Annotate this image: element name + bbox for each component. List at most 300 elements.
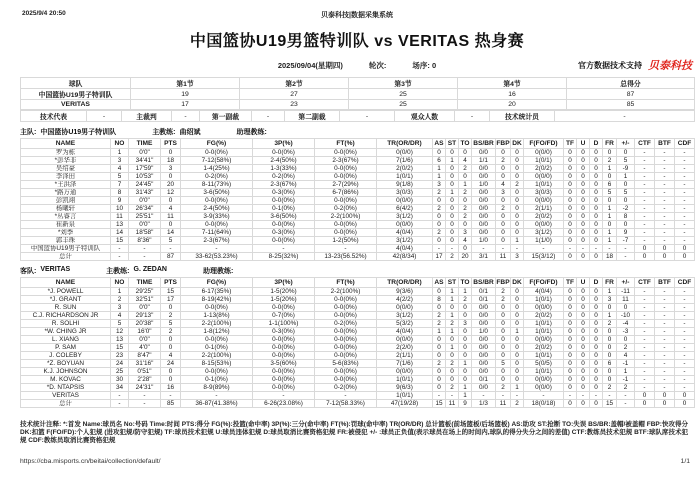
stat-cell: 0: [564, 384, 577, 392]
stat-cell: -: [675, 352, 695, 360]
stat-cell: 25'51": [129, 213, 161, 221]
stat-cell: 1/0: [472, 328, 496, 336]
stat-cell: -: [590, 392, 603, 400]
stat-cell: -: [655, 197, 675, 205]
stat-cell: 0: [496, 173, 511, 181]
stat-cell: -: [617, 400, 635, 408]
stat-cell: -: [635, 189, 655, 197]
stat-cell: 14: [111, 229, 129, 237]
table-row: [21, 400, 695, 408]
stat-cell: 0: [511, 157, 524, 165]
stat-cell: -: [675, 197, 695, 205]
stat-cell: 0: [577, 181, 590, 189]
stat-cell: 8'36": [129, 237, 161, 245]
stat-cell: -: [635, 165, 655, 173]
stat-cell: -: [655, 149, 675, 157]
stat-cell: 1-2(50%): [315, 237, 377, 245]
stat-cell: 0: [590, 173, 603, 181]
stat-header-cell: CTF: [635, 139, 655, 149]
stat-cell: *王洪泽: [21, 181, 111, 189]
stat-cell: 0-3(0%): [253, 229, 315, 237]
stat-cell: -: [675, 173, 695, 181]
stat-cell: 0-0(0%): [315, 344, 377, 352]
stat-cell: 2: [603, 320, 617, 328]
stat-cell: -: [675, 328, 695, 336]
stat-cell: -: [617, 392, 635, 400]
stat-cell: 0: [577, 384, 590, 392]
stat-cell: 0'0": [129, 221, 161, 229]
table-row: [21, 253, 695, 261]
stat-cell: 33-62(53.23%): [181, 253, 253, 261]
stat-cell: -: [315, 245, 377, 253]
stat-cell: -: [524, 245, 564, 253]
stat-cell: 2: [511, 181, 524, 189]
stat-cell: 0: [433, 304, 446, 312]
stat-cell: 3: [433, 181, 446, 189]
stat-cell: 0: [577, 157, 590, 165]
away-stats-header-row: [21, 278, 695, 288]
table-row: [21, 229, 695, 237]
top-meta-bar: [20, 8, 694, 20]
stat-cell: 0: [446, 181, 459, 189]
stat-cell: 1: [446, 288, 459, 296]
stat-cell: 2: [433, 312, 446, 320]
stat-cell: 27: [240, 89, 349, 100]
stat-cell: 0: [590, 368, 603, 376]
stat-cell: 0-0(0%): [315, 165, 377, 173]
official-cell: 第二副裁: [285, 111, 340, 122]
stat-header-cell: 3P(%): [253, 278, 315, 288]
stat-cell: -: [511, 245, 524, 253]
stat-cell: 0: [564, 288, 577, 296]
stat-header-cell: CTF: [635, 278, 655, 288]
stat-cell: *路万通: [21, 189, 111, 197]
official-cell: 技术代表: [21, 111, 87, 122]
table-row: [21, 100, 695, 110]
stat-cell: -: [635, 181, 655, 189]
stat-cell: 0: [446, 205, 459, 213]
stat-cell: 0: [655, 400, 675, 408]
stat-cell: 0: [496, 376, 511, 384]
stat-cell: -: [161, 245, 181, 253]
stat-cell: 0: [511, 221, 524, 229]
stat-cell: 3-9(33%): [181, 213, 253, 221]
stat-cell: -: [675, 149, 695, 157]
stat-cell: -: [655, 221, 675, 229]
stat-cell: 2-7(29%): [315, 181, 377, 189]
stat-cell: 0: [564, 360, 577, 368]
stat-cell: -: [111, 392, 129, 400]
stat-header-cell: FT(%): [315, 278, 377, 288]
stat-cell: -: [635, 304, 655, 312]
stat-cell: P. SAM: [21, 344, 111, 352]
stat-cell: -: [253, 245, 315, 253]
stat-cell: 1-13(8%): [181, 312, 253, 320]
stat-cell: -: [111, 253, 129, 261]
stat-cell: 0: [590, 312, 603, 320]
stat-cell: 0: [511, 312, 524, 320]
stat-cell: 1/0: [472, 237, 496, 245]
stat-header-cell: D: [590, 278, 603, 288]
stat-cell: 0: [590, 384, 603, 392]
stat-cell: 1: [433, 165, 446, 173]
stat-cell: -: [675, 344, 695, 352]
stat-cell: 0-1(0%): [181, 344, 253, 352]
stat-header-cell: FR: [603, 139, 617, 149]
stat-cell: 11: [446, 400, 459, 408]
table-row: [21, 189, 695, 197]
stat-cell: 0/1: [472, 296, 496, 304]
stat-cell: 2: [459, 205, 472, 213]
away-coach-name: G. ZEDAN: [133, 265, 167, 273]
stat-cell: 3(1/2): [377, 312, 433, 320]
stat-cell: -: [675, 296, 695, 304]
stat-cell: 1: [603, 213, 617, 221]
stat-cell: 24'45": [129, 181, 161, 189]
stat-cell: 1: [459, 181, 472, 189]
stat-cell: 5: [161, 237, 181, 245]
stat-cell: 1: [603, 165, 617, 173]
table-row: [21, 384, 695, 392]
stat-cell: 3: [111, 157, 129, 165]
stat-cell: 0: [446, 197, 459, 205]
stat-cell: R. SOLHI: [21, 320, 111, 328]
stat-cell: 1(0/1): [524, 181, 564, 189]
stat-cell: 0: [590, 221, 603, 229]
stat-cell: 1: [459, 392, 472, 400]
stat-cell: 0-0(0%): [253, 149, 315, 157]
stat-cell: 3(0/3): [377, 189, 433, 197]
stat-cell: 0(0/0): [524, 173, 564, 181]
stat-cell: 0: [459, 328, 472, 336]
stat-cell: -: [675, 165, 695, 173]
stat-cell: 0: [655, 245, 675, 253]
stat-cell: -: [433, 245, 446, 253]
away-assistant-label: 助理教练:: [202, 267, 234, 275]
stat-cell: 5-6(83%): [315, 360, 377, 368]
stat-header-cell: D: [590, 139, 603, 149]
stat-cell: 1: [617, 173, 635, 181]
stat-cell: 0: [603, 352, 617, 360]
stat-header-cell: CDF: [675, 278, 695, 288]
support-label: 官方数据技术支持: [578, 60, 642, 70]
stat-cell: 1: [511, 328, 524, 336]
stat-cell: -: [675, 205, 695, 213]
stat-cell: 0: [603, 344, 617, 352]
stat-cell: 2: [617, 344, 635, 352]
stat-cell: 0: [577, 173, 590, 181]
stat-cell: 0: [161, 173, 181, 181]
stat-cell: 0: [675, 253, 695, 261]
stat-cell: 1: [446, 189, 459, 197]
stat-cell: -: [446, 245, 459, 253]
stat-cell: 0: [433, 197, 446, 205]
stat-cell: 0: [564, 213, 577, 221]
table-row: [21, 213, 695, 221]
home-team-line: [20, 127, 694, 136]
stat-cell: 1: [459, 288, 472, 296]
stat-cell: 13-23(56.52%): [315, 253, 377, 261]
stat-cell: 0: [459, 336, 472, 344]
stat-header-cell: +/-: [617, 139, 635, 149]
stat-cell: -: [675, 320, 695, 328]
stat-cell: 0(0/0): [377, 336, 433, 344]
stat-cell: -: [590, 245, 603, 253]
stat-cell: 0: [564, 189, 577, 197]
stat-cell: 0: [564, 344, 577, 352]
stat-cell: 6-7(86%): [315, 189, 377, 197]
stat-cell: 2: [433, 189, 446, 197]
stat-cell: 0-7(0%): [253, 312, 315, 320]
table-row: [21, 336, 695, 344]
away-team-name: VERITAS: [40, 265, 71, 273]
printed-timestamp: 2025/9/4 20:50: [22, 10, 66, 17]
stat-cell: 0: [590, 288, 603, 296]
officials-table: [20, 110, 695, 122]
stat-cell: 1: [617, 368, 635, 376]
stat-cell: 2-2(100%): [181, 352, 253, 360]
stat-cell: 0: [496, 352, 511, 360]
stat-cell: -: [635, 360, 655, 368]
stat-cell: 0/0: [472, 344, 496, 352]
stat-cell: 7-12(58%): [181, 157, 253, 165]
stat-cell: 0: [511, 229, 524, 237]
stat-cell: 0: [446, 173, 459, 181]
stat-cell: 10: [111, 205, 129, 213]
stat-cell: 0(0/0): [524, 304, 564, 312]
stat-cell: 0: [459, 197, 472, 205]
stat-cell: 8-25(32%): [253, 253, 315, 261]
stat-cell: 3: [459, 229, 472, 237]
stat-cell: -: [635, 344, 655, 352]
score-header-cell: 第2节: [240, 78, 349, 89]
stat-cell: 2: [459, 296, 472, 304]
stat-cell: 0: [590, 181, 603, 189]
stat-cell: -: [635, 328, 655, 336]
brand-logo: 贝泰科技: [648, 60, 692, 72]
stat-cell: 26'34": [129, 205, 161, 213]
stat-cell: 0(0/0): [524, 384, 564, 392]
stat-cell: 0: [459, 304, 472, 312]
stat-cell: 5: [603, 189, 617, 197]
stat-cell: 5: [111, 173, 129, 181]
system-name: 贝泰科技|数据采集系统: [321, 12, 393, 19]
table-row: [21, 304, 695, 312]
stat-cell: 0: [590, 400, 603, 408]
stat-cell: 18: [161, 157, 181, 165]
stat-cell: 0: [617, 149, 635, 157]
stat-cell: -: [635, 352, 655, 360]
stat-cell: 彭凯翊: [21, 197, 111, 205]
stat-header-cell: PTS: [161, 278, 181, 288]
stat-cell: 0: [511, 344, 524, 352]
stat-cell: 4(2/2): [377, 296, 433, 304]
stat-header-cell: FT(%): [315, 139, 377, 149]
stat-cell: 2: [496, 384, 511, 392]
stat-cell: -: [655, 189, 675, 197]
stat-cell: 0/0: [472, 189, 496, 197]
stat-cell: 0/0: [472, 320, 496, 328]
stat-cell: 0: [433, 352, 446, 360]
stat-cell: -: [496, 392, 511, 400]
stat-cell: -: [524, 392, 564, 400]
home-team-name: 中国篮协U19男子特训队: [40, 128, 117, 136]
stat-cell: -: [635, 376, 655, 384]
stat-cell: 0/0: [472, 173, 496, 181]
stat-cell: 0'0": [129, 197, 161, 205]
stat-cell: 3-5(60%): [253, 360, 315, 368]
stat-cell: 2: [433, 320, 446, 328]
home-coach-name: 曲绍斌: [179, 128, 201, 136]
official-cell: -: [252, 111, 285, 122]
stat-cell: 总计: [21, 400, 111, 408]
stat-cell: 3: [459, 320, 472, 328]
official-cell: 观众人数: [395, 111, 455, 122]
stat-cell: 3(1/2): [524, 229, 564, 237]
stat-cell: C.J. RICHARDSON JR: [21, 312, 111, 320]
stat-cell: 0: [577, 400, 590, 408]
stat-cell: 罗为栋: [21, 149, 111, 157]
stat-header-cell: NO: [111, 278, 129, 288]
stat-cell: 0: [446, 368, 459, 376]
stat-cell: 20: [458, 100, 567, 110]
stat-cell: 0: [590, 344, 603, 352]
official-cell: 第一副裁: [200, 111, 252, 122]
stat-cell: 9(1/8): [377, 181, 433, 189]
stat-cell: 2: [496, 288, 511, 296]
stat-cell: 0: [459, 149, 472, 157]
stat-cell: -: [675, 229, 695, 237]
stat-cell: *丛睿言: [21, 213, 111, 221]
stats-legend: 技术统计注释: *:首发 Name:球员名 No:号码 Time:时间 PTS:得分 FG(%):投篮(命中率) 3P(%):三分(命中率) FT(%):罚球(命中率) TR(OR/DR) 总计篮板(前场篮板/后场篮板) AS:助攻 ST:抢断 TO:失误 BS/BR:盖帽/被盖帽 FBP:快攻得分 DK:扣篮 F(FO/FD):个人犯规 (进攻犯规/防守犯规) TF:球员技术犯规 U:球员违体犯规 D:球员取消比赛资格犯规 FR:被侵犯 +/- :球员正负值(表示球员在场上的时间内,球队的得分失分之间的差值) CTF:教练员技术犯规 BTF:球队席技术犯规 CDF:教练员取消比赛资格犯规: [20, 421, 688, 445]
stat-cell: 0: [564, 368, 577, 376]
stat-cell: -: [635, 213, 655, 221]
stat-cell: 0-0(0%): [253, 197, 315, 205]
stat-cell: 11: [496, 253, 511, 261]
stat-cell: 1(0/1): [524, 320, 564, 328]
stat-cell: 2: [459, 189, 472, 197]
stat-cell: 1-8(12%): [181, 328, 253, 336]
stat-cell: 1/3: [472, 400, 496, 408]
stat-cell: *J. GRANT: [21, 296, 111, 304]
stat-cell: 16: [161, 384, 181, 392]
score-header-cell: 总得分: [567, 78, 695, 89]
stat-cell: 13: [111, 336, 129, 344]
table-row: [21, 360, 695, 368]
stat-cell: 0-0(0%): [315, 376, 377, 384]
stat-cell: 3: [603, 296, 617, 304]
stat-cell: 18: [603, 253, 617, 261]
stat-cell: 0: [433, 288, 446, 296]
stat-cell: -: [635, 157, 655, 165]
stat-cell: 0: [511, 197, 524, 205]
stat-cell: -: [655, 328, 675, 336]
match-info-bar: [20, 57, 694, 73]
stat-cell: -: [655, 237, 675, 245]
stat-cell: 0-0(0%): [181, 304, 253, 312]
stat-cell: 0: [635, 392, 655, 400]
stat-cell: 0: [635, 253, 655, 261]
stat-cell: 24: [111, 360, 129, 368]
stat-header-cell: NAME: [21, 139, 111, 149]
stat-cell: 11: [496, 400, 511, 408]
stat-cell: 0: [617, 336, 635, 344]
stat-cell: 0: [590, 336, 603, 344]
stat-cell: 18'58": [129, 229, 161, 237]
stat-cell: *Z. BOYUAN: [21, 360, 111, 368]
stat-cell: 0: [459, 368, 472, 376]
stat-cell: -: [675, 368, 695, 376]
stat-cell: 2-3(67%): [181, 237, 253, 245]
stat-cell: 6-26(23.08%): [253, 400, 315, 408]
stat-cell: 4: [111, 165, 129, 173]
stat-cell: J. COLEBY: [21, 352, 111, 360]
stat-cell: 0/0: [472, 205, 496, 213]
stat-header-cell: TIME: [129, 139, 161, 149]
stat-cell: 2-2(100%): [315, 213, 377, 221]
stat-cell: 2: [603, 157, 617, 165]
stat-header-cell: AS: [434, 140, 444, 147]
stat-cell: 4(0/4): [377, 245, 433, 253]
stat-cell: 0: [564, 253, 577, 261]
stat-cell: 0: [564, 400, 577, 408]
stat-cell: -: [655, 312, 675, 320]
stat-cell: 0: [577, 221, 590, 229]
stat-header-cell: BTF: [655, 139, 675, 149]
stat-cell: 0: [590, 229, 603, 237]
stat-cell: 0-3(0%): [253, 328, 315, 336]
stat-cell: -: [564, 392, 577, 400]
stat-cell: 0-0(0%): [181, 149, 253, 157]
page-number: 1/1: [680, 458, 690, 465]
stat-cell: 0(0/0): [377, 149, 433, 157]
stat-cell: 17: [131, 100, 240, 110]
table-row: [21, 376, 695, 384]
stat-header-cell: TO: [460, 279, 470, 286]
stat-cell: 16'0": [129, 328, 161, 336]
stat-cell: -: [617, 245, 635, 253]
match-title: 中国篮协U19男篮特训队 vs VERITAS 热身赛: [189, 33, 525, 50]
stat-cell: 0: [617, 197, 635, 205]
stat-cell: 0: [496, 368, 511, 376]
stat-cell: 0'51": [129, 368, 161, 376]
table-row: [21, 312, 695, 320]
stat-cell: 0: [564, 296, 577, 304]
stat-cell: 0: [459, 376, 472, 384]
table-row: [21, 288, 695, 296]
stat-cell: 6: [603, 360, 617, 368]
table-row: [21, 173, 695, 181]
stat-cell: 0-0(0%): [315, 368, 377, 376]
stat-cell: 0: [496, 328, 511, 336]
stat-cell: -: [253, 392, 315, 400]
table-row: [21, 165, 695, 173]
stat-cell: -: [446, 392, 459, 400]
stat-header-cell: TR(OR/DR): [377, 139, 433, 149]
stat-cell: 0: [564, 165, 577, 173]
stat-cell: 0: [577, 336, 590, 344]
stat-cell: 0: [590, 376, 603, 384]
stat-cell: 4: [111, 312, 129, 320]
stat-cell: 2: [496, 296, 511, 304]
stat-cell: 0(0/0): [524, 221, 564, 229]
stat-header-cell: U: [577, 139, 590, 149]
officials-row: [21, 111, 695, 122]
stat-cell: 0: [577, 296, 590, 304]
stat-cell: -: [161, 392, 181, 400]
stat-cell: -: [655, 229, 675, 237]
stat-cell: 9: [111, 197, 129, 205]
